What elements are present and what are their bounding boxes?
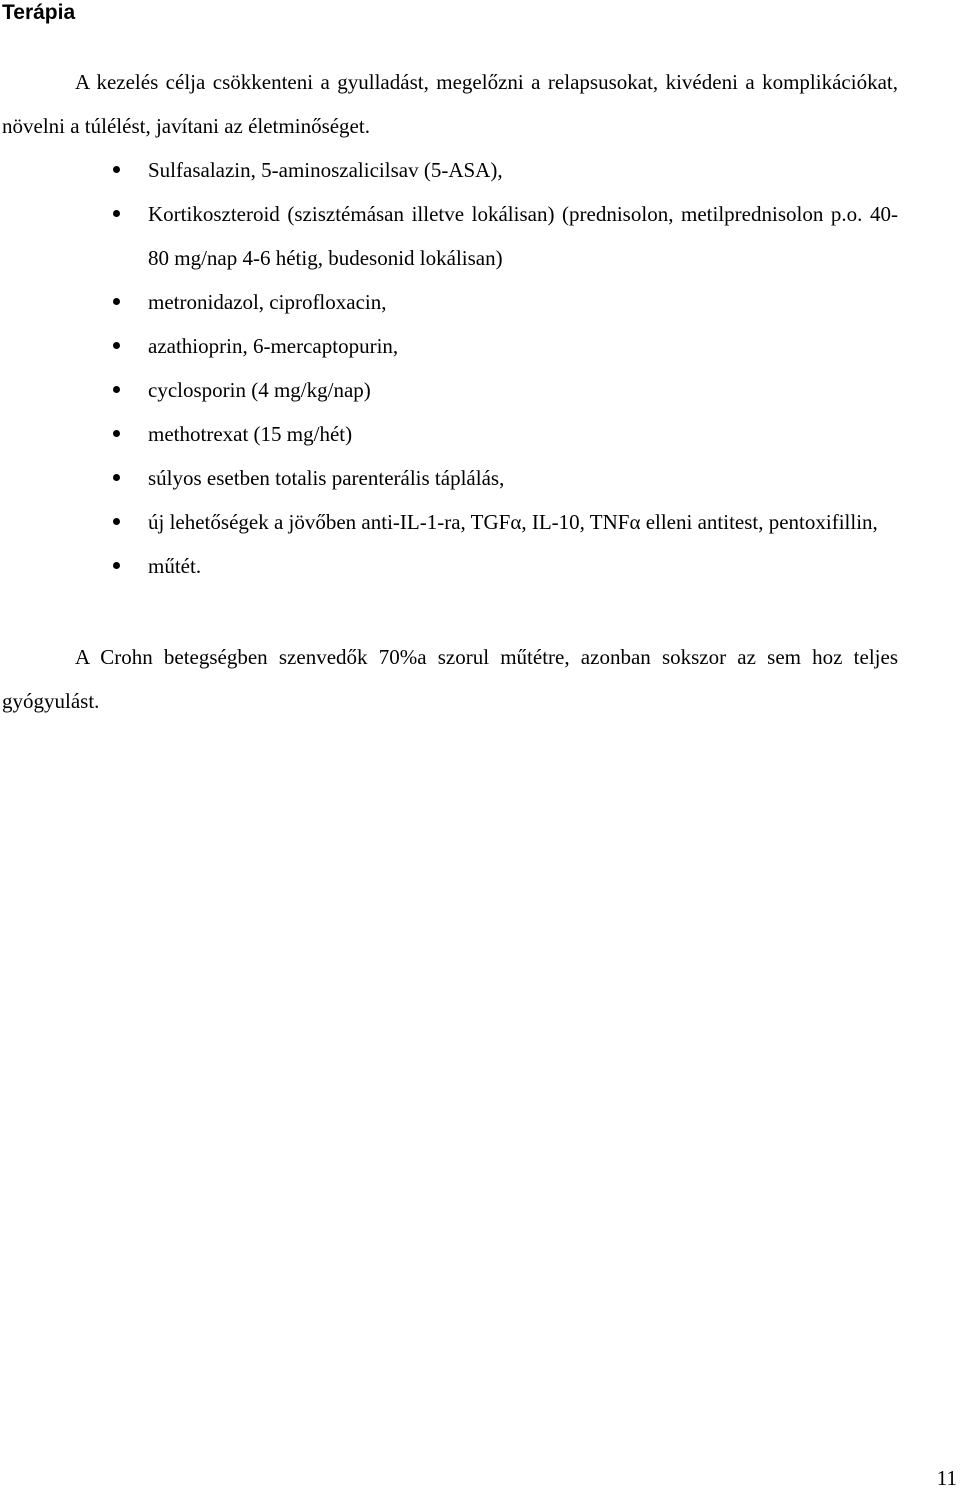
closing-paragraph: A Crohn betegségben szenvedők 70%a szorul műtétre, azonban sokszor az sem hoz teljes gyógyulást. — [2, 645, 898, 713]
therapy-list-item: súlyos esetben totalis parenterális táplálás, — [0, 456, 898, 500]
therapy-list-item: Kortikoszteroid (szisztémásan illetve lokálisan) (prednisolon, metilprednisolon p.o. 40-80 mg/nap 4-6 hétig, budesonid lokálisan) — [0, 192, 898, 280]
section-heading: Terápia — [2, 1, 76, 24]
therapy-list-item: methotrexat (15 mg/hét) — [0, 412, 898, 456]
therapy-list-item: új lehetőségek a jövőben anti-IL-1-ra, TGFα, IL-10, TNFα elleni antitest, pentoxifillin, — [0, 500, 898, 544]
therapy-list-item: Sulfasalazin, 5-aminoszalicilsav (5-ASA), — [0, 148, 898, 192]
intro-paragraph: A kezelés célja csökkenteni a gyulladást, megelőzni a relapsusokat, kivédeni a komplikációkat, növelni a túlélést, javítani az életminőséget. — [2, 70, 898, 138]
therapy-list-item: cyclosporin (4 mg/kg/nap) — [0, 368, 898, 412]
therapy-list-item: műtét. — [0, 544, 898, 588]
therapy-list-item: azathioprin, 6-mercaptopurin, — [0, 324, 898, 368]
page-number: 11 — [936, 1466, 957, 1490]
therapy-list-item: metronidazol, ciprofloxacin, — [0, 280, 898, 324]
therapy-list — [0, 148, 898, 588]
